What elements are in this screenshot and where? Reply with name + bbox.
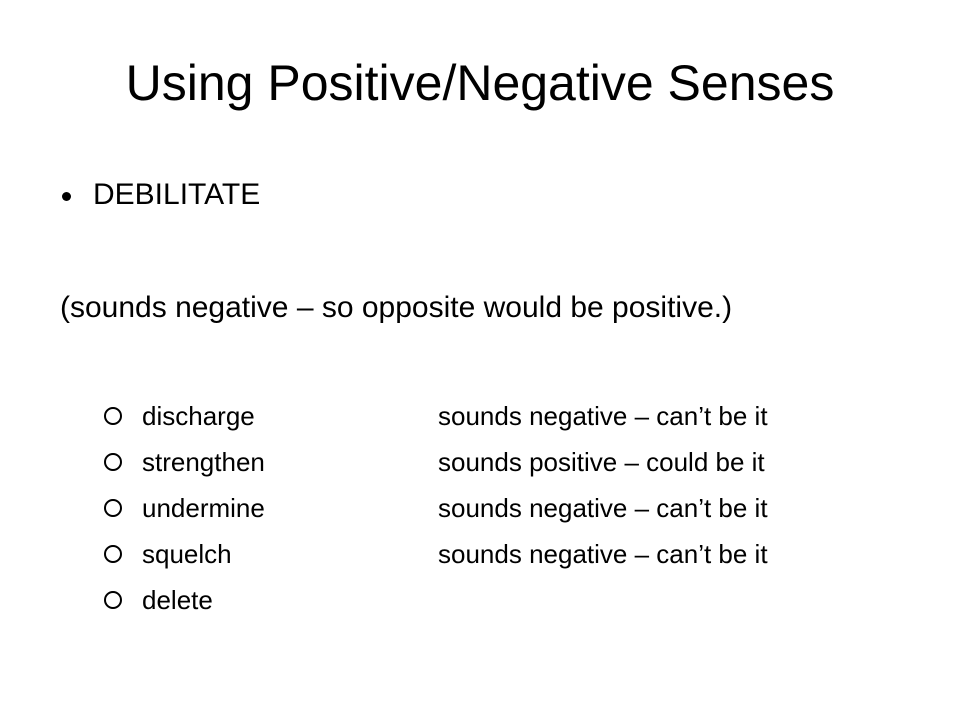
option-word: discharge bbox=[142, 400, 255, 431]
radio-circle-icon[interactable] bbox=[104, 453, 122, 471]
answer-option[interactable] bbox=[104, 439, 904, 485]
bullet-word: DEBILITATE bbox=[93, 178, 261, 211]
radio-circle-icon[interactable] bbox=[104, 591, 122, 609]
option-word: squelch bbox=[142, 538, 232, 569]
explanation-note: (sounds negative – so opposite would be positive.) bbox=[60, 291, 733, 324]
radio-circle-icon[interactable] bbox=[104, 545, 122, 563]
option-comment: sounds positive – could be it bbox=[438, 446, 765, 477]
option-word: undermine bbox=[142, 492, 265, 523]
answer-option[interactable] bbox=[104, 393, 904, 439]
option-comment: sounds negative – can’t be it bbox=[438, 492, 768, 523]
main-bullet bbox=[62, 180, 260, 210]
radio-circle-icon[interactable] bbox=[104, 499, 122, 517]
answer-option[interactable] bbox=[104, 485, 904, 531]
radio-circle-icon[interactable] bbox=[104, 407, 122, 425]
answer-option[interactable] bbox=[104, 531, 904, 577]
slide-title: Using Positive/Negative Senses bbox=[125, 55, 835, 111]
answer-option[interactable] bbox=[104, 577, 904, 623]
bullet-dot-icon bbox=[62, 192, 71, 201]
option-comment: sounds negative – can’t be it bbox=[438, 400, 768, 431]
option-word: strengthen bbox=[142, 446, 265, 477]
option-word: delete bbox=[142, 584, 213, 615]
option-comment: sounds negative – can’t be it bbox=[438, 538, 768, 569]
answer-options-list bbox=[104, 393, 904, 623]
